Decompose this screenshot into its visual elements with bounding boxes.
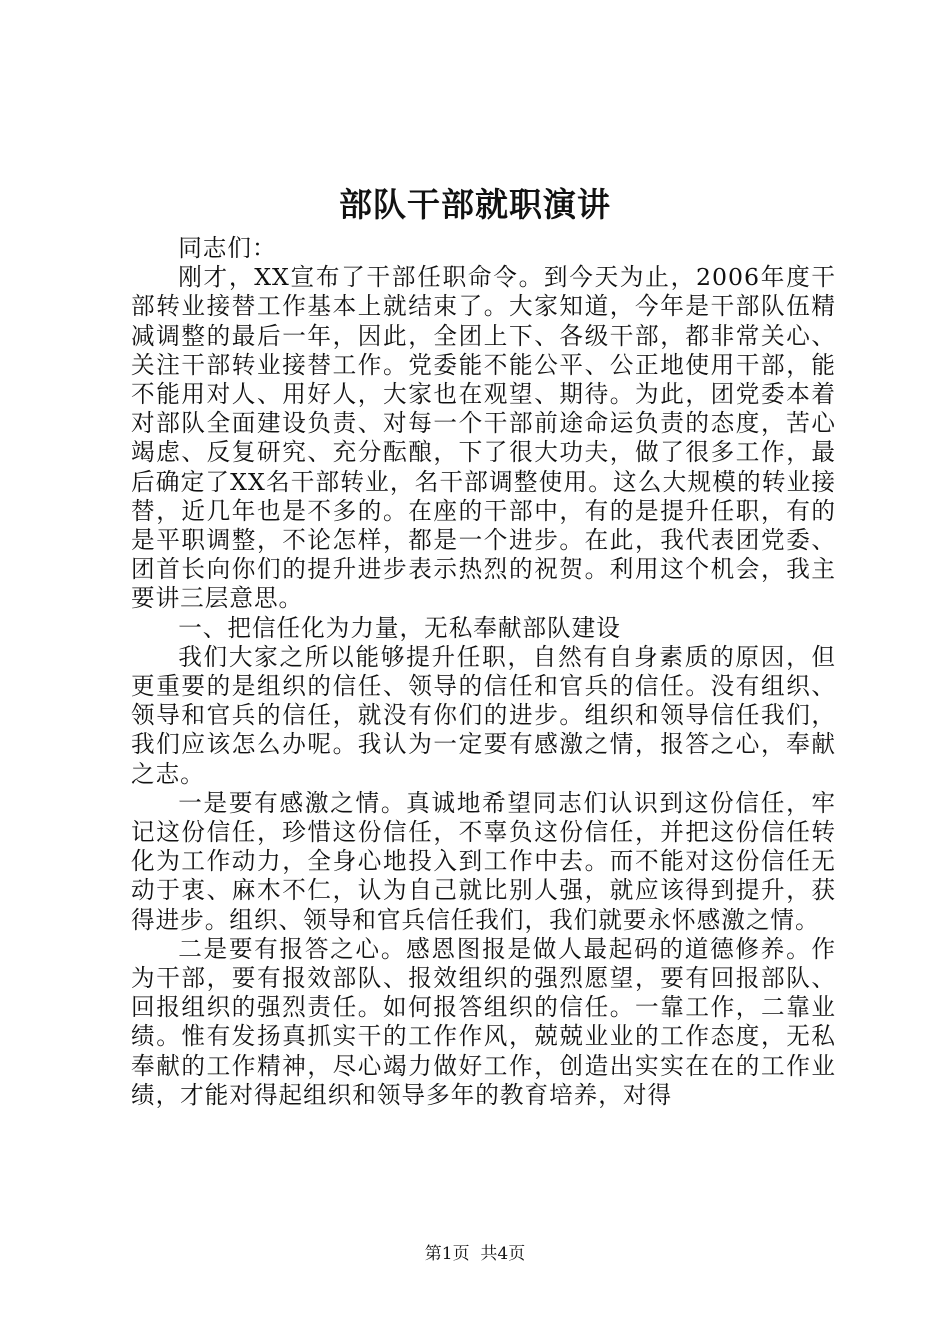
paragraph-gratitude: 一是要有感激之情。真诚地希望同志们认识到这份信任，牢记这份信任，珍惜这份信任，不辜负这份信任，并把这份信任转化为工作动力，全身心地投入到工作中去。而不能对这份信任无动于衷、麻木不仁，认为自己就比别人强，就应该得到提升，获得进步。组织、领导和官兵信任我们，我们就要永怀感激之情。 [131,788,836,934]
document-title: 部队干部就职演讲 [339,185,611,224]
paragraph-intro: 刚才，XX宣布了干部任职命令。到今天为止，2006年度干部转业接替工作基本上就结束了。大家知道，今年是干部队伍精减调整的最后一年，因此，全团上下、各级干部，都非常关心、关注干部转业接替工作。党委能不能公平、公正地使用干部，能不能用对人、用好人，大家也在观望、期待。为此，团党委本着对部队全面建设负责、对每一个干部前途命运负责的态度，苦心竭虑、反复研究、充分酝酿，下了很大功夫，做了很多工作，最后确定了XX名干部转业，名干部调整使用。这么大规模的转业接替，近几年也是不多的。在座的干部中，有的是提升任职，有的是平职调整，不论怎样，都是一个进步。在此，我代表团党委、团首长向你们的提升进步表示热烈的祝贺。利用这个机会，我主要讲三层意思。 [131,263,836,613]
paragraph-repay: 二是要有报答之心。感恩图报是做人最起码的道德修养。作为干部，要有报效部队、报效组织的强烈愿望，要有回报部队、回报组织的强烈责任。如何报答组织的信任。一靠工作，二靠业绩。惟有发扬真抓实干的工作作风，兢兢业业的工作态度，无私奉献的工作精神，尽心竭力做好工作，创造出实实在在的工作业绩，才能对得起组织和领导多年的教育培养，对得 [131,934,836,1109]
paragraph-salutation: 同志们： [178,234,277,262]
page-number: 第1页 [424,1244,470,1264]
paragraph-trust: 我们大家之所以能够提升任职，自然有自身素质的原因，但更重要的是组织的信任、领导的信任和官兵的信任。没有组织、领导和官兵的信任，就没有你们的进步。组织和领导信任我们，我们应该怎么办呢。我认为一定要有感激之情，报答之心，奉献之志。 [131,642,836,788]
page-total: 共4页 [480,1244,526,1264]
section-heading-1: 一、把信任化为力量，无私奉献部队建设 [178,613,621,642]
page-footer [0,1243,950,1265]
document-body [131,234,836,1110]
